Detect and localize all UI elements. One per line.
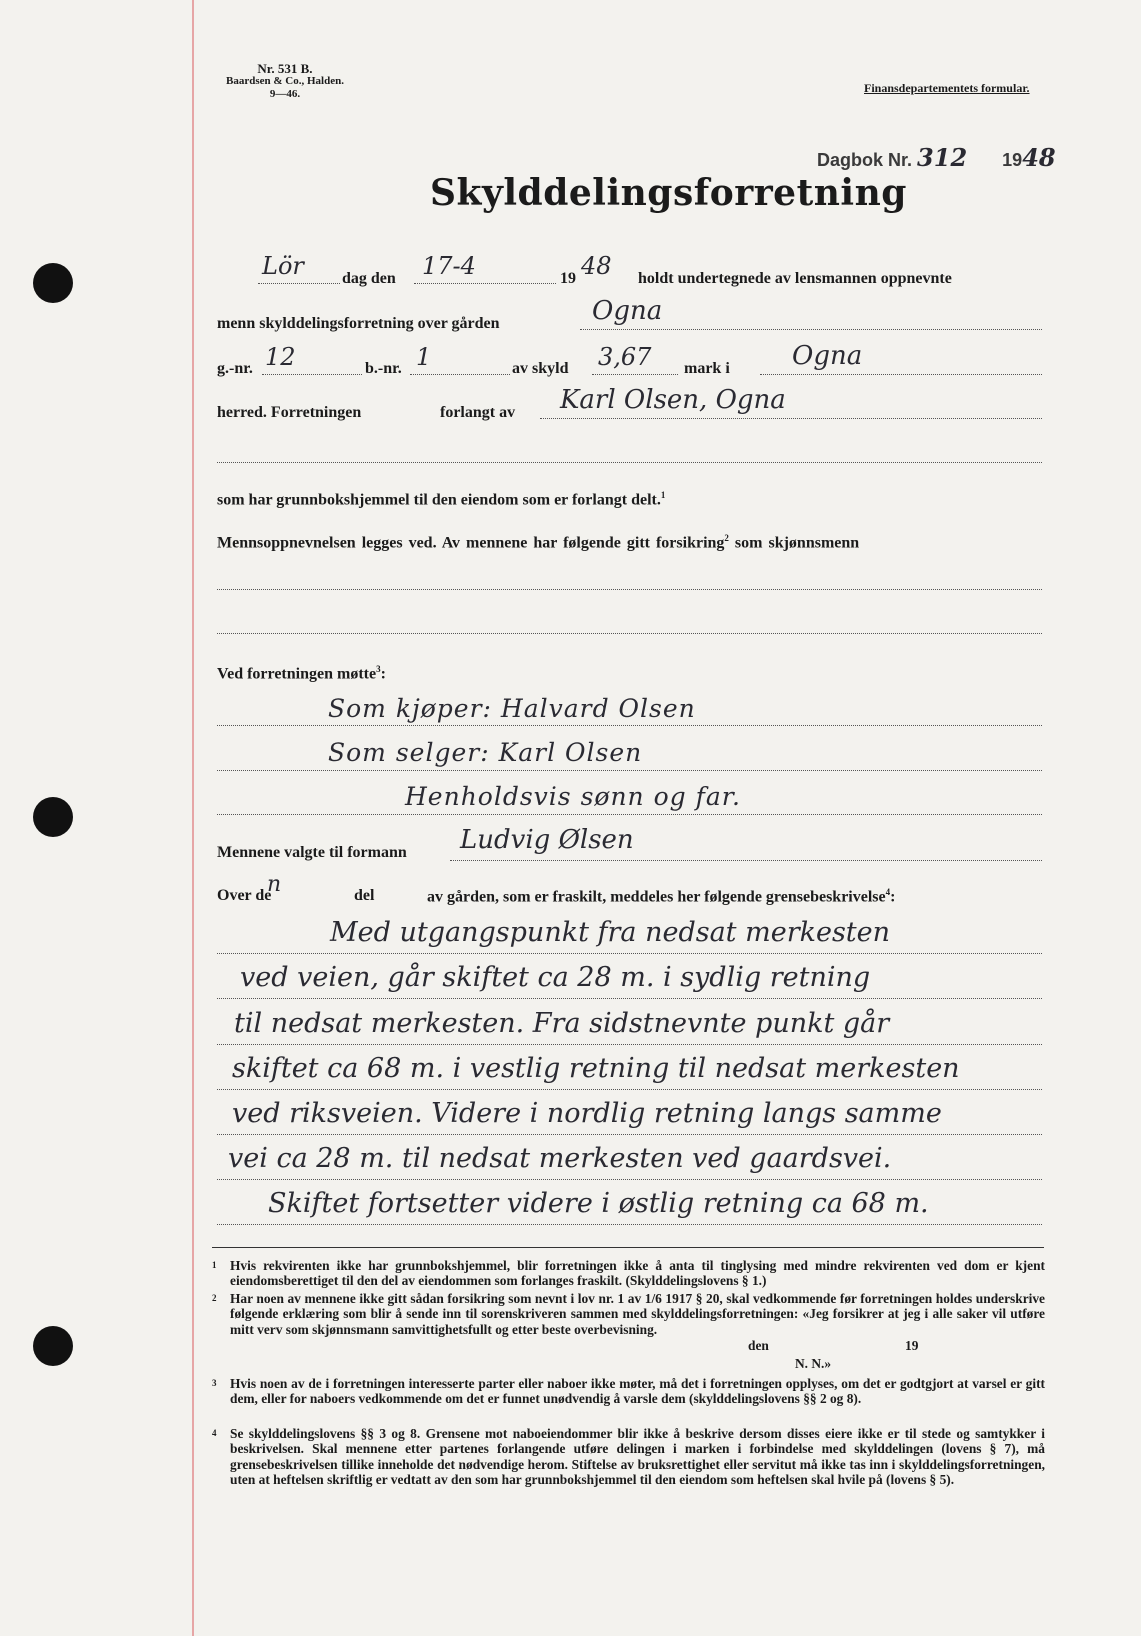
motte-rule	[217, 770, 1042, 771]
motte-line-buyer: Som kjøper: Halvard Olsen	[328, 694, 696, 723]
boundary-rule	[217, 1089, 1042, 1090]
footnote-separator	[212, 1247, 1044, 1248]
boundary-line: ved riksveien. Videre i nordlig retning langs samme	[232, 1098, 942, 1129]
herred-label: herred. Forretningen	[217, 404, 362, 421]
boundary-rule	[217, 998, 1042, 999]
dagbok-year-prefix: 19	[1002, 150, 1023, 170]
bnr-line	[410, 374, 510, 375]
grense-label: av gården, som er fraskilt, meddeles her følgende grensebeskrivelse$^4$:	[427, 887, 896, 906]
footnote-ref-1: 1	[660, 490, 666, 500]
motte-rule	[217, 725, 1042, 726]
grense-label-text: av gården, som er fraskilt, meddeles her følgende grensebeskrivelse	[427, 888, 886, 906]
footnote-2: Har noen av mennene ikke gitt sådan forsikring som nevnt i lov nr. 1 av 1/6 1917 § 20, skal vedkommende før forretningen holdes underskrive følgende erklæring som blir å sende inn til sorenskriveren sammen med skylddelingsforretningen: «Jeg forsikrer at jeg i alle saker vil utføre mitt verv som skjønnsmann samvittighetsfullt og etter beste overbevisning.	[230, 1291, 1045, 1337]
requester-line	[540, 418, 1042, 419]
farm-line	[580, 329, 1042, 330]
formann-value: Ludvig Ølsen	[460, 825, 634, 855]
forlangt-label: forlangt av	[440, 404, 516, 421]
boundary-rule	[217, 1134, 1042, 1135]
boundary-line: ved veien, går skiftet ca 28 m. i sydlig retning	[240, 962, 871, 993]
bnr-label: b.-nr.	[365, 360, 402, 377]
over-label: Over de	[217, 887, 272, 904]
dagbok-number: 312	[917, 143, 968, 172]
boundary-rule	[217, 953, 1042, 954]
over-value: n	[267, 872, 282, 897]
bnr-value: 1	[416, 343, 432, 371]
footnote-3: Hvis noen av de i forretningen interesserte parter eller naboer ikke møter, må det i forretningen opplyses, om det er godtgjort at varsel er gitt dem, eller for naboers vedkommende om det er funnet unødvendig å varsle dem (skylddelingslovens §§ 2 og 8).	[230, 1376, 1045, 1407]
weekday-line	[258, 283, 340, 284]
boundary-line: skiftet ca 68 m. i vestlig retning til nedsat merkesten	[232, 1053, 960, 1084]
motte-rule	[217, 814, 1042, 815]
footnote-ref-2: 2	[724, 533, 729, 543]
document-title: Skylddelingsforretning	[430, 172, 907, 214]
weekday-value: Lör	[262, 252, 304, 280]
menn-label: menn skylddelingsforretning over gården	[217, 315, 500, 332]
boundary-line: Med utgangspunkt fra nedsat merkesten	[330, 917, 891, 948]
municipality-value: Ogna	[792, 341, 863, 371]
boundary-rule	[217, 1224, 1042, 1225]
holdt-label: holdt undertegnede av lensmannen oppnevnte	[638, 270, 952, 287]
gnr-line	[262, 374, 362, 375]
blank-line	[217, 589, 1042, 590]
boundary-line: Skiftet fortsetter videre i østlig retning ca 68 m.	[268, 1188, 929, 1219]
form-issuer: Finansdepartementets formular.	[864, 81, 1030, 95]
footnote-1: Hvis rekvirenten ikke har grunnbokshjemmel, blir forretningen ikke å anta til tinglysing med mindre rekvirenten ved dom er kjent eiendomsberettiget til den del av eiendommen som forlanges fraskilt. (Skylddelingslovens § 1.)	[230, 1258, 1045, 1289]
requester-value: Karl Olsen, Ogna	[560, 385, 786, 415]
date-value: 17-4	[422, 252, 476, 280]
motte-line-seller: Som selger: Karl Olsen	[328, 738, 643, 767]
boundary-line: til nedsat merkesten. Fra sidstnevnte punkt går	[234, 1008, 890, 1039]
municipality-line	[760, 374, 1042, 375]
gnr-label: g.-nr.	[217, 360, 253, 377]
mark-label: mark i	[684, 360, 730, 377]
form-imprint	[210, 62, 360, 101]
margin-rule	[192, 0, 194, 1636]
dagbok-stamp	[817, 143, 1056, 172]
boundary-rule	[217, 1179, 1042, 1180]
menns-text-a: Mennsoppnevnelsen legges ved. Av mennene har følgende gitt forsikring	[217, 534, 725, 552]
del-label: del	[354, 887, 375, 904]
boundary-rule	[217, 1044, 1042, 1045]
motte-line-relation: Henholdsvis sønn og far.	[405, 782, 741, 811]
printer-name: Baardsen & Co., Halden.	[226, 75, 344, 87]
date-line	[414, 283, 556, 284]
footnote-2-signature: N. N.»	[795, 1356, 832, 1371]
dagbok-year: 48	[1022, 143, 1056, 172]
farm-value: Ogna	[592, 296, 663, 326]
footnote-2-year: 19	[905, 1338, 919, 1353]
boundary-line: vei ca 28 m. til nedsat merkesten ved gaardsvei.	[228, 1143, 892, 1174]
menns-text-b: som skjønnsmenn	[734, 534, 860, 552]
dag-den-label: dag den	[342, 270, 396, 287]
punch-hole	[33, 263, 73, 303]
footnote-2-den: den	[748, 1338, 769, 1353]
footnote-ref-4: 4	[885, 887, 891, 897]
motte-label: Ved forretningen møtte$^3$:	[217, 664, 386, 683]
formann-line	[450, 860, 1042, 861]
footnote-number-4: 4	[212, 1428, 217, 1438]
footnote-number-3: 3	[212, 1378, 217, 1388]
grunnbok-text-body: som har grunnbokshjemmel til den eiendom som er forlangt delt.	[217, 491, 661, 509]
form-number: Nr. 531 B.	[257, 61, 313, 76]
punch-hole	[33, 1326, 73, 1366]
punch-hole	[33, 797, 73, 837]
year-value: 48	[581, 252, 612, 280]
grunnbok-text	[217, 490, 665, 509]
skyld-value: 3,67	[598, 343, 652, 371]
skyld-line	[592, 374, 678, 375]
blank-line	[217, 633, 1042, 634]
blank-line	[217, 462, 1042, 463]
footnote-number-1: 1	[212, 1260, 217, 1270]
footnote-4: Se skylddelingslovens §§ 3 og 8. Grensene mot naboeiendommer blir ikke å beskrive dersom disses eiere ikke er til stede og samtykker i beskrivelsen. Skal mennene etter partenes forlangende utføre delingen i marken i forbindelse med skylddelingen (lovens § 7), må grensebeskrivelsen tillike inneholde det nødvendige herom. Stiftelse av bruksrettighet eller servitut må ikke tas inn i skylddelingsforretningen, uten at heftelsen skriftlig er vedtatt av den som har grunnbokshjemmel til den eiendom som heftelsen skal hvile på (lovens § 5).	[230, 1426, 1045, 1487]
motte-label-text: Ved forretningen møtte	[217, 665, 377, 683]
gnr-value: 12	[265, 343, 296, 371]
dagbok-label: Dagbok Nr.	[817, 150, 913, 170]
skyld-label: av skyld	[512, 360, 569, 377]
footnote-ref-3: 3	[376, 664, 381, 674]
year-prefix: 19	[560, 270, 576, 287]
print-date: 9—46.	[269, 88, 301, 100]
footnote-number-2: 2	[212, 1293, 217, 1303]
menns-text	[217, 533, 859, 552]
formann-label: Mennene valgte til formann	[217, 844, 407, 861]
